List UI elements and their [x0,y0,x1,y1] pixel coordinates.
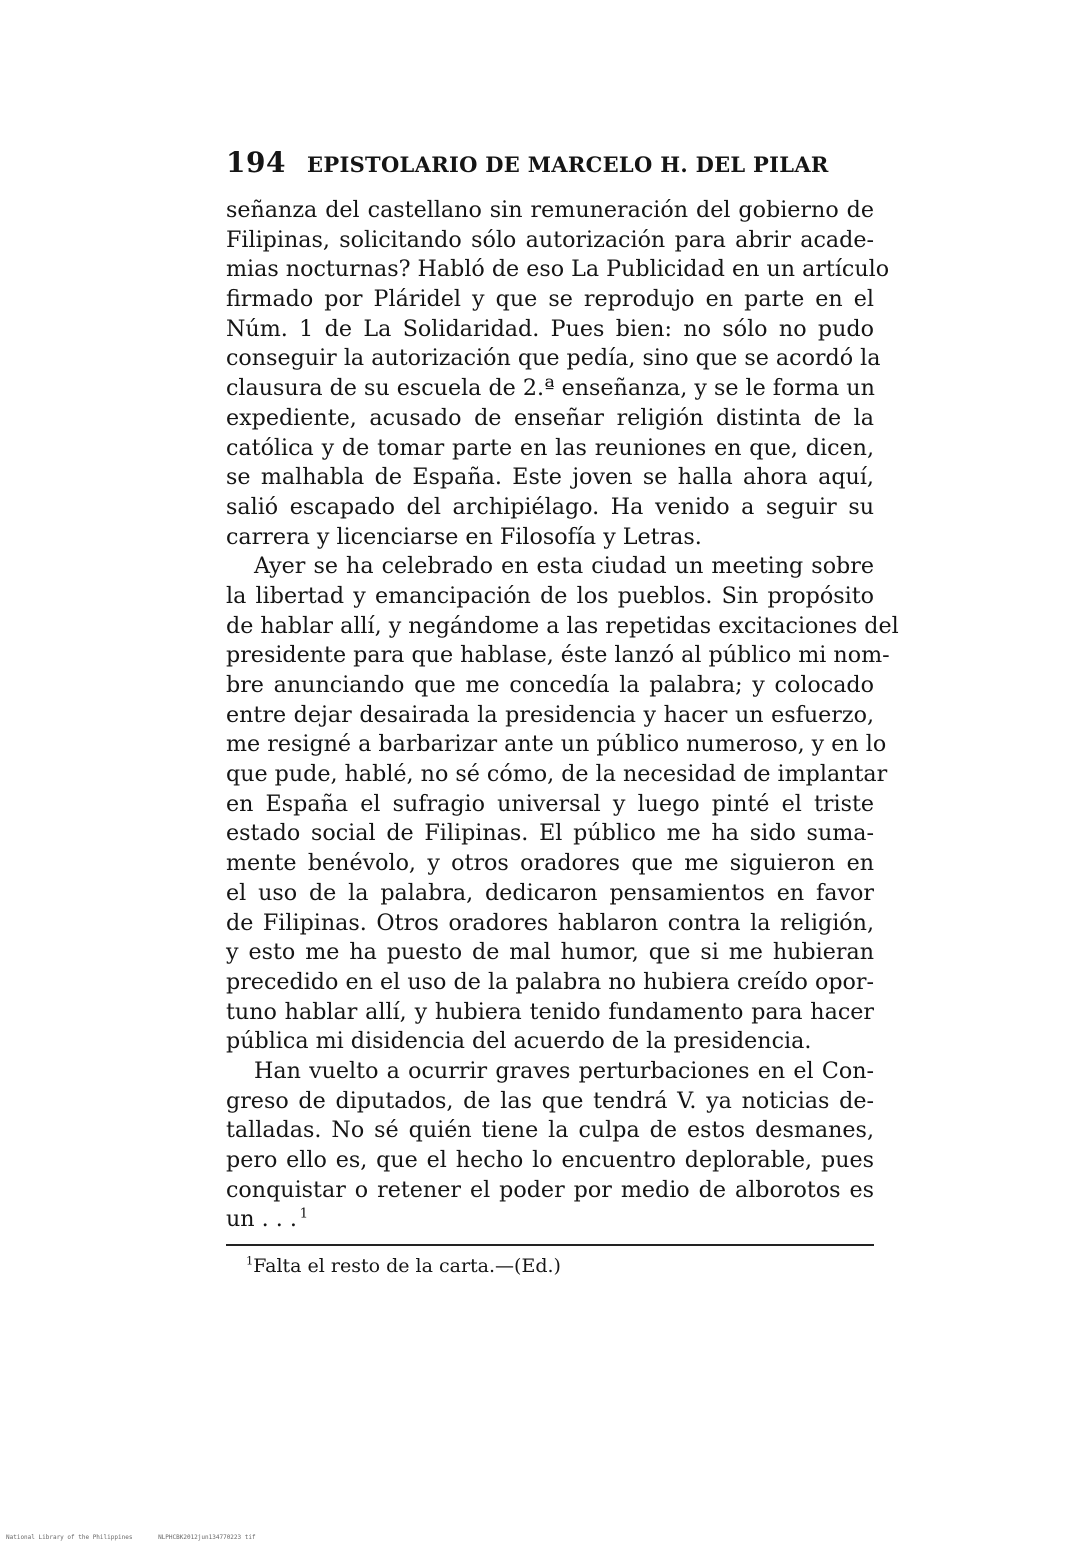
page-number: 194 [226,146,286,179]
scan-file-id: NLPHCBK2012jun134770223 tif [158,1534,256,1541]
text-line: presidente para que hablase, éste lanzó al público mi nom- [226,642,890,669]
running-title: EPISTOLARIO DE MARCELO H. DEL PILAR [307,152,829,177]
text-line: católica y de tomar parte en las reuniones en que, dicen, [226,434,874,461]
body-text [226,196,899,1235]
text-line: pero ello es, que el hecho lo encuentro deplorable, pues [226,1147,874,1173]
paragraph [226,1057,874,1235]
text-line: Han vuelto a ocurrir graves perturbaciones en el Con- [254,1057,874,1084]
text-line: salió escapado del archipiélago. Ha venido a seguir su [226,493,874,520]
footnote-text: Falta el resto de la carta.—(Ed.) [253,1255,561,1277]
text-line: estado social de Filipinas. El público me ha sido suma- [226,820,874,847]
text-line: mias nocturnas? Habló de eso La Publicidad en un artículo [226,256,890,283]
text-line: talladas. No sé quién tiene la culpa de estos desmanes, [226,1117,874,1144]
footnote-reference: 1 [296,1206,309,1222]
scan-footer [6,1534,256,1541]
text-line: señanza del castellano sin remuneración del gobierno de [226,197,874,223]
text-line: se malhabla de España. Este joven se halla ahora aquí, [226,464,874,491]
scan-library: National Library of the Philippines [6,1534,133,1541]
text-line: Núm. 1 de La Solidaridad. Pues bien: no sólo no pudo [226,315,874,342]
text-line: conquistar o retener el poder por medio de alborotos es [226,1176,874,1203]
text-line: que pude, hablé, no sé cómo, de la necesidad de implantar [226,761,888,788]
text-line: Ayer se ha celebrado en esta ciudad un meeting sobre [254,553,874,580]
text-line: conseguir la autorización que pedía, sino que se acordó la [226,345,881,372]
paragraph [226,552,899,1057]
text-line: mente benévolo, y otros oradores que me siguieron en [226,850,874,877]
text-line: greso de diputados, de las que tendrá V. ya noticias de- [226,1087,874,1114]
footnote-rule [226,1244,874,1246]
text-line: tuno hablar allí, y hubiera tenido fundamento para hacer [226,998,874,1025]
text-line-content: un . . . [226,1206,297,1233]
text-line: de hablar allí, y negándome a las repetidas excitaciones del [226,612,899,639]
text-line: expediente, acusado de enseñar religión distinta de la [226,404,874,431]
text-line: el uso de la palabra, dedicaron pensamientos en favor [226,879,874,906]
text-line: en España el sufragio universal y luego pinté el triste [226,790,874,817]
running-head [226,146,876,186]
text-line: me resigné a barbarizar ante un público numeroso, y en lo [226,731,887,758]
text-line: y esto me ha puesto de mal humor, que si me hubieran [226,939,874,966]
text-line: firmado por Pláridel y que se reprodujo en parte en el [226,286,874,313]
text-line: la libertad y emancipación de los pueblos. Sin propósito [226,582,874,609]
text-line: Filipinas, solicitando sólo autorización para abrir acade- [226,226,874,253]
text-line: precedido en el uso de la palabra no hubiera creído opor- [226,968,874,995]
text-line [226,1205,874,1235]
paragraph [226,196,890,552]
text-line: carrera y licenciarse en Filosofía y Letras. [226,523,702,550]
text-line: bre anunciando que me concedía la palabra; y colocado [226,672,874,698]
text-line: de Filipinas. Otros oradores hablaron contra la religión, [226,909,874,936]
text-line: entre dejar desairada la presidencia y hacer un esfuerzo, [226,701,874,728]
footnote [246,1253,561,1279]
text-line: pública mi disidencia del acuerdo de la presidencia. [226,1028,812,1055]
text-line: clausura de su escuela de 2.ª enseñanza, y se le forma un [226,375,875,402]
footnote-marker: 1 [246,1253,254,1268]
